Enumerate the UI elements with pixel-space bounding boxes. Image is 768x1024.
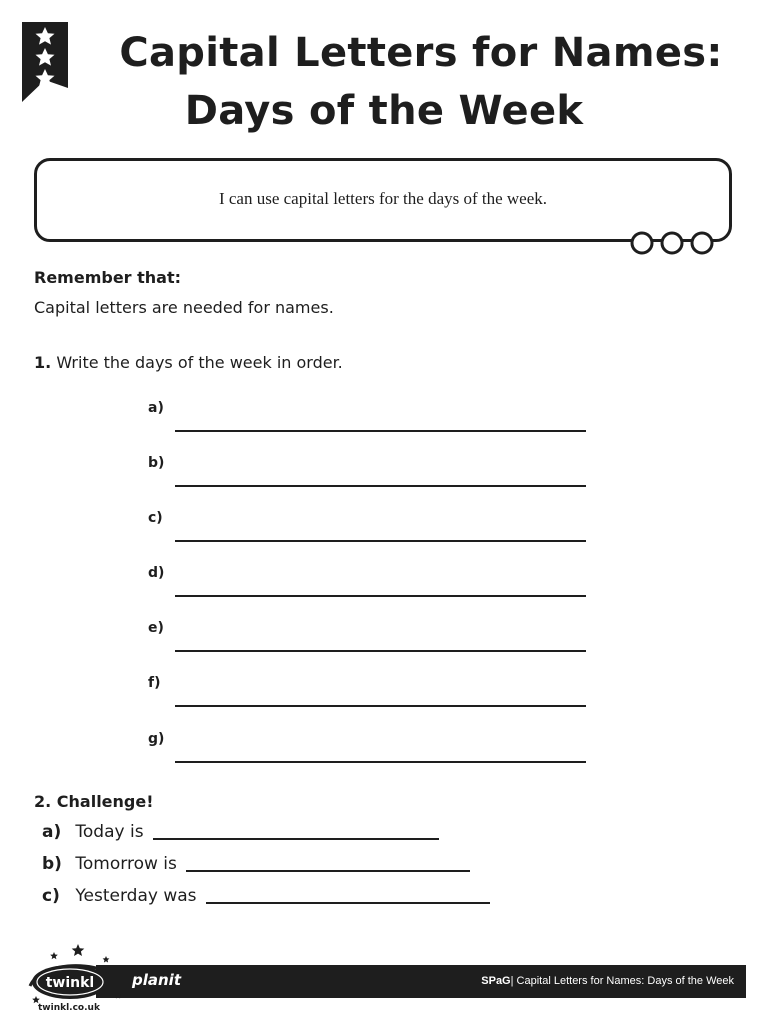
answer-line-c[interactable]: [175, 540, 586, 542]
footer-topic: [481, 975, 734, 987]
challenge-label-c: c): [42, 886, 60, 906]
answer-row-d: [148, 565, 586, 605]
challenge-text-b: Tomorrow is: [75, 854, 177, 874]
title-line-2: Days of the Week: [184, 88, 584, 134]
challenge-heading: 2. Challenge!: [34, 792, 154, 811]
answer-label-a: a): [148, 400, 164, 416]
answer-label-g: g): [148, 731, 165, 747]
answer-row-b: [148, 455, 586, 495]
footer-topic-text: Capital Letters for Names: Days of the Week: [516, 975, 734, 987]
learning-objective-box: [34, 158, 732, 242]
learning-objective-text: I can use capital letters for the days of the week.: [218, 189, 548, 208]
answer-line-d[interactable]: [175, 595, 586, 597]
question-1-text: Write the days of the week in order.: [56, 353, 343, 372]
answer-row-g: [148, 731, 586, 771]
remember-text: Capital letters are needed for names.: [34, 298, 334, 317]
challenge-item-c: [42, 886, 490, 910]
twinkl-url: twinkl.co.uk: [38, 1003, 100, 1013]
challenge-answer-line-b[interactable]: [186, 870, 470, 872]
three-circles-icon: [630, 231, 714, 255]
challenge-item-a: [42, 822, 439, 846]
answer-row-c: [148, 510, 586, 550]
page-title: [0, 24, 768, 140]
twinkl-brand-text: twinkl: [45, 975, 95, 991]
remember-heading: Remember that:: [34, 268, 182, 287]
question-1: [34, 353, 343, 372]
challenge-item-b: [42, 854, 470, 878]
answer-label-f: f): [148, 675, 161, 691]
answer-row-e: [148, 620, 586, 660]
answer-line-g[interactable]: [175, 761, 586, 763]
answer-line-b[interactable]: [175, 485, 586, 487]
challenge-text-c: Yesterday was: [75, 886, 197, 906]
answer-label-b: b): [148, 455, 165, 471]
footer-subject: SPaG: [481, 975, 511, 987]
answer-line-a[interactable]: [175, 430, 586, 432]
planit-logo-text: planit: [132, 971, 181, 989]
answer-row-a: [148, 400, 586, 440]
footer-separator: |: [510, 975, 514, 987]
question-1-number: 1.: [34, 353, 52, 372]
challenge-answer-line-c[interactable]: [206, 902, 490, 904]
answer-label-e: e): [148, 620, 164, 636]
answer-label-d: d): [148, 565, 165, 581]
footer-bar: [96, 965, 746, 998]
answer-row-f: [148, 675, 586, 715]
answer-line-f[interactable]: [175, 705, 586, 707]
challenge-label-a: a): [42, 822, 62, 842]
title-line-1: Capital Letters for Names:: [119, 30, 723, 76]
challenge-text-a: Today is: [75, 822, 144, 842]
challenge-label-b: b): [42, 854, 62, 874]
answer-line-e[interactable]: [175, 650, 586, 652]
answer-label-c: c): [148, 510, 163, 526]
challenge-answer-line-a[interactable]: [153, 838, 439, 840]
